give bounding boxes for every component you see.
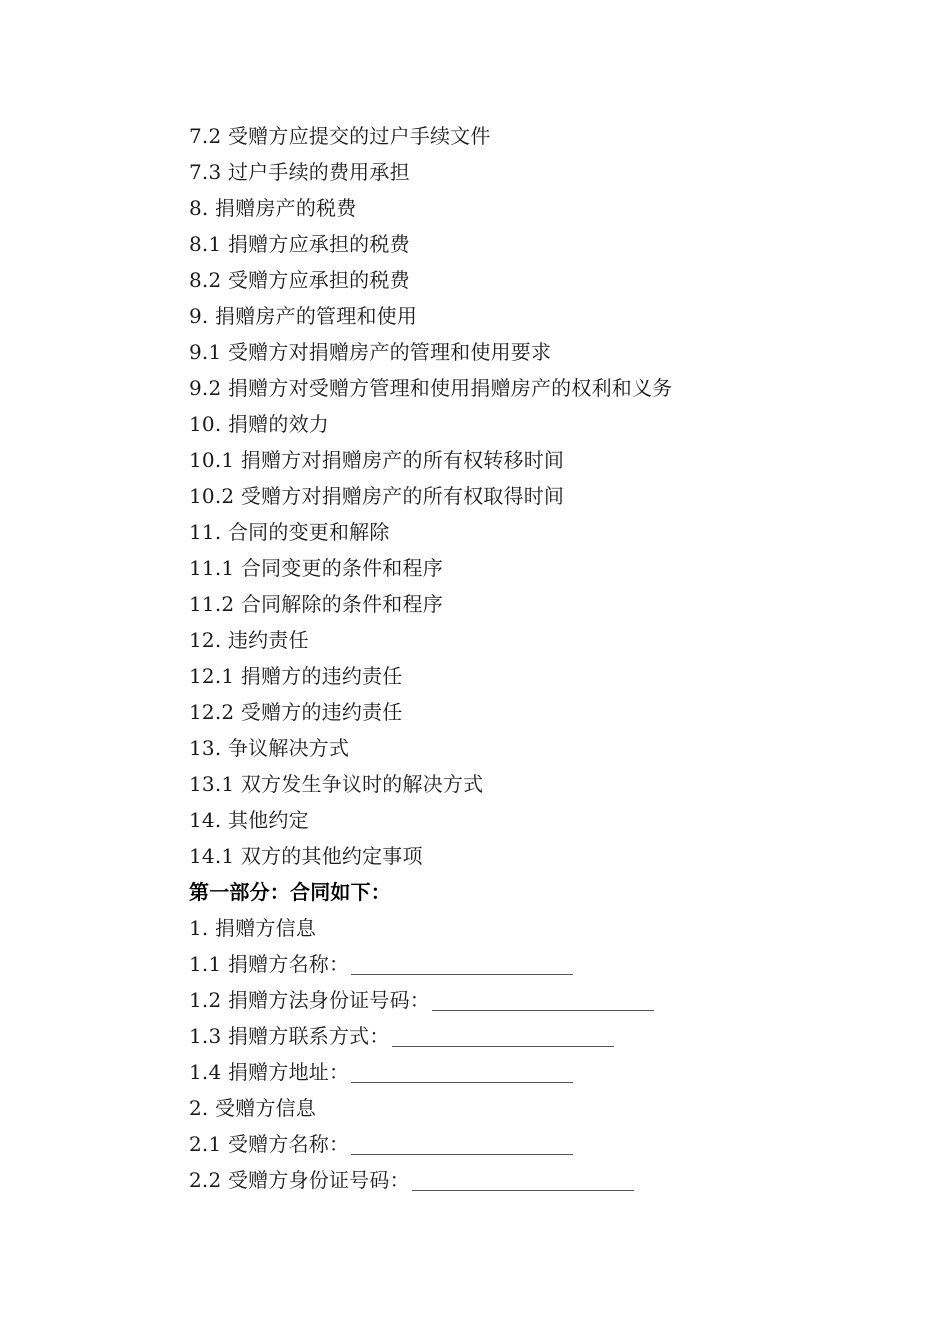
donee-id-label: 2.2 受赠方身份证号码： <box>189 1168 410 1192</box>
donor-name-blank[interactable] <box>351 954 573 975</box>
donee-name-label: 2.1 受赠方名称： <box>189 1132 350 1156</box>
toc-section: 10. 捐赠的效力 <box>189 412 329 436</box>
donor-address-row <box>189 1054 869 1090</box>
donor-id-label: 1.2 捐赠方法身份证号码： <box>189 988 430 1012</box>
donee-id-row <box>189 1162 869 1198</box>
donee-id-blank[interactable] <box>412 1170 634 1191</box>
toc-item: 11.2 合同解除的条件和程序 <box>189 592 443 616</box>
donor-contact-blank[interactable] <box>392 1026 614 1047</box>
donee-info-title: 2. 受赠方信息 <box>189 1096 317 1120</box>
toc-section: 8. 捐赠房产的税费 <box>189 196 357 220</box>
toc-item: 8.2 受赠方应承担的税费 <box>189 268 410 292</box>
donor-contact-label: 1.3 捐赠方联系方式： <box>189 1024 390 1048</box>
donor-name-row <box>189 946 869 982</box>
toc-item: 13.1 双方发生争议时的解决方式 <box>189 772 484 796</box>
toc-item: 11.1 合同变更的条件和程序 <box>189 556 443 580</box>
donor-address-blank[interactable] <box>351 1062 573 1083</box>
donor-name-label: 1.1 捐赠方名称： <box>189 952 350 976</box>
toc-item: 9.1 受赠方对捐赠房产的管理和使用要求 <box>189 340 552 364</box>
toc-item: 7.2 受赠方应提交的过户手续文件 <box>189 124 491 148</box>
toc-item: 12.2 受赠方的违约责任 <box>189 700 403 724</box>
toc-section: 13. 争议解决方式 <box>189 736 350 760</box>
donor-contact-row <box>189 1018 869 1054</box>
toc-item: 8.1 捐赠方应承担的税费 <box>189 232 410 256</box>
toc-section: 12. 违约责任 <box>189 628 309 652</box>
toc-section: 9. 捐赠房产的管理和使用 <box>189 304 418 328</box>
donor-id-row <box>189 982 869 1018</box>
section-heading: 第一部分：合同如下： <box>189 880 391 904</box>
donee-name-blank[interactable] <box>351 1134 573 1155</box>
toc-item: 9.2 捐赠方对受赠方管理和使用捐赠房产的权利和义务 <box>189 376 673 400</box>
donee-name-row <box>189 1126 869 1162</box>
toc-item: 7.3 过户手续的费用承担 <box>189 160 410 184</box>
donor-id-blank[interactable] <box>432 990 654 1011</box>
toc-section: 11. 合同的变更和解除 <box>189 520 390 544</box>
donor-info-title: 1. 捐赠方信息 <box>189 916 317 940</box>
document-content <box>189 118 869 1198</box>
toc-item: 14.1 双方的其他约定事项 <box>189 844 423 868</box>
toc-item: 12.1 捐赠方的违约责任 <box>189 664 403 688</box>
toc-section: 14. 其他约定 <box>189 808 309 832</box>
toc-item: 10.1 捐赠方对捐赠房产的所有权转移时间 <box>189 448 565 472</box>
donor-address-label: 1.4 捐赠方地址： <box>189 1060 350 1084</box>
toc-item: 10.2 受赠方对捐赠房产的所有权取得时间 <box>189 484 565 508</box>
